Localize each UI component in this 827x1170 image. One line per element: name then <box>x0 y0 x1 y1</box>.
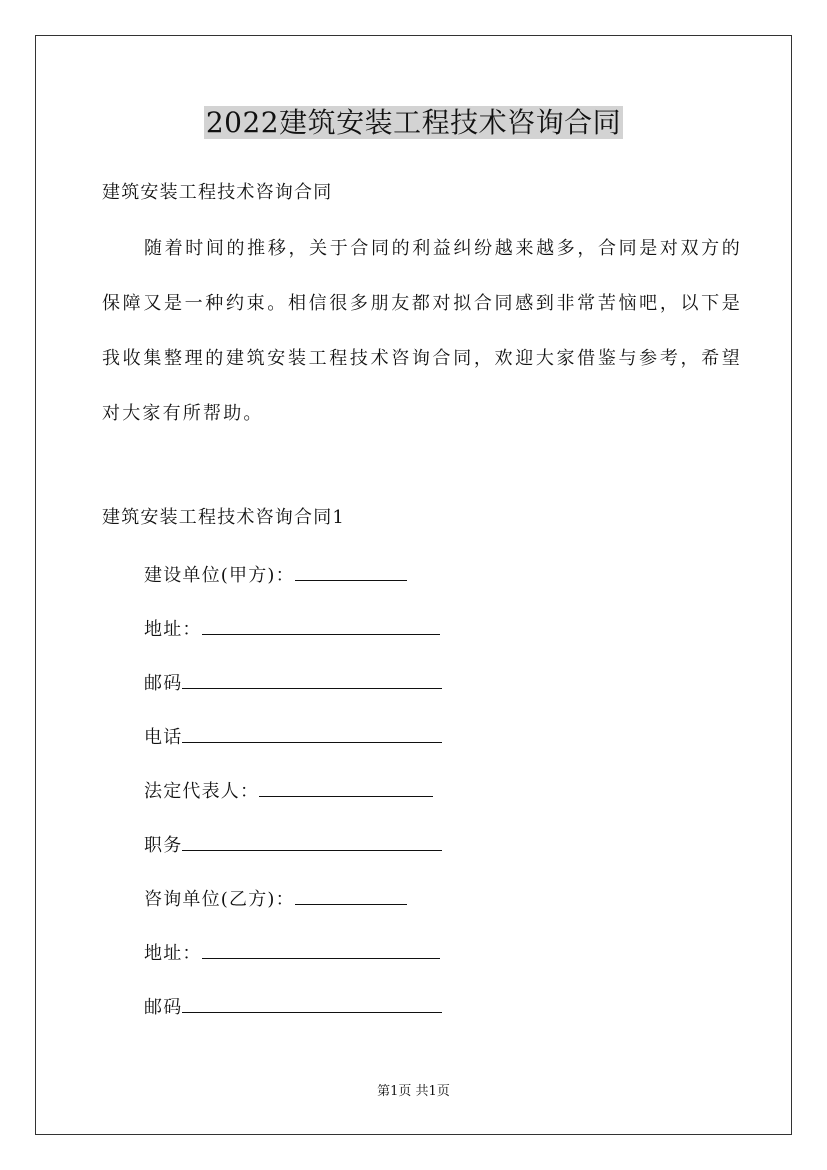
page-footer: 第1页 共1页 <box>377 1084 450 1099</box>
field-position <box>144 832 442 859</box>
intro-paragraph: 随着时间的推移，关于合同的利益纠纷越来越多，合同是对双方的保障又是一种约束。相信很多朋友都对拟合同感到非常苦恼吧，以下是我收集整理的建筑安装工程技术咨询合同，欢迎大家借鉴与参考，希望对大家有所帮助。 <box>102 238 742 424</box>
field-address-2-blank[interactable] <box>202 940 440 959</box>
field-address-1-label: 地址： <box>144 619 202 640</box>
field-position-label: 职务 <box>144 835 183 856</box>
field-postcode-2 <box>144 994 442 1021</box>
field-party-a-blank[interactable] <box>295 562 407 581</box>
field-postcode-2-blank[interactable] <box>182 994 442 1013</box>
field-postcode-1 <box>144 670 442 697</box>
field-legal-rep <box>144 778 433 805</box>
field-postcode-1-label: 邮码 <box>144 673 183 694</box>
field-party-b <box>144 886 407 913</box>
document-title-text: 2022建筑安装工程技术咨询合同 <box>205 106 622 139</box>
field-phone-label: 电话 <box>144 727 183 748</box>
field-address-2-label: 地址： <box>144 943 202 964</box>
field-legal-rep-label: 法定代表人： <box>144 781 260 802</box>
section-title: 建筑安装工程技术咨询合同1 <box>102 507 346 528</box>
field-postcode-2-label: 邮码 <box>144 997 183 1018</box>
field-legal-rep-blank[interactable] <box>259 778 433 797</box>
document-subtitle: 建筑安装工程技术咨询合同 <box>102 182 333 203</box>
field-postcode-1-blank[interactable] <box>182 670 442 689</box>
document-title <box>0 103 827 143</box>
field-address-1-blank[interactable] <box>202 616 440 635</box>
field-phone <box>144 724 442 751</box>
field-address-1 <box>144 616 440 643</box>
field-address-2 <box>144 940 440 967</box>
field-phone-blank[interactable] <box>182 724 442 743</box>
field-party-b-blank[interactable] <box>295 886 407 905</box>
field-party-a-label: 建设单位(甲方)： <box>144 565 295 586</box>
field-party-a <box>144 562 407 589</box>
field-party-b-label: 咨询单位(乙方)： <box>144 889 295 910</box>
field-position-blank[interactable] <box>182 832 442 851</box>
